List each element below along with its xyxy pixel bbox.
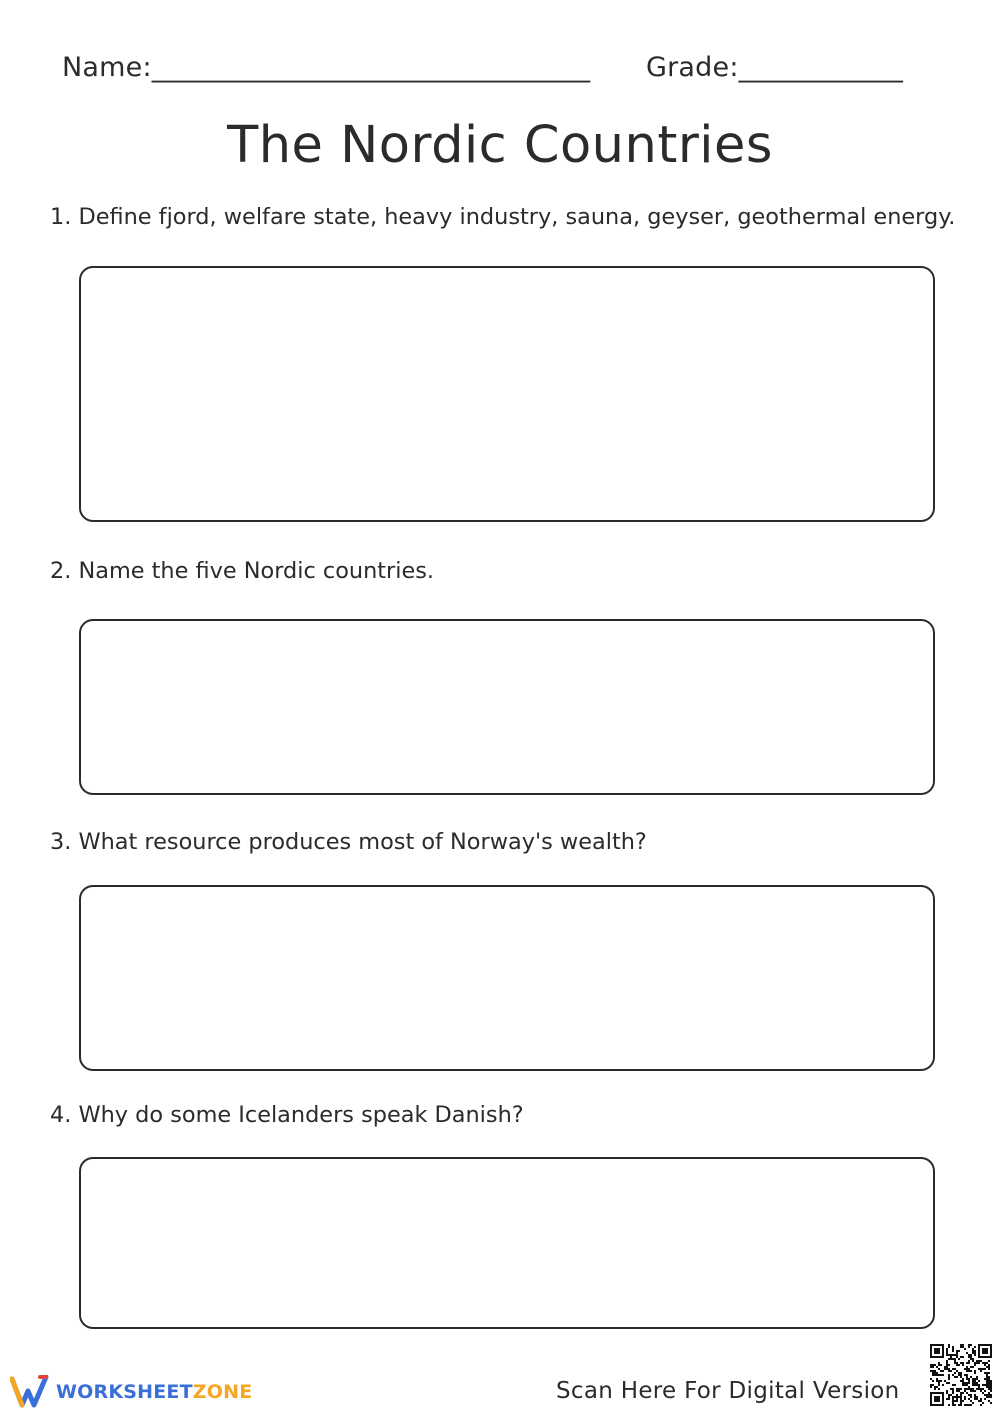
logo-word-zone: ZONE	[192, 1381, 253, 1403]
student-info-line	[62, 52, 942, 83]
logo-word-worksheet: WORKSHEET	[56, 1381, 193, 1403]
answer-box-3[interactable]	[79, 885, 935, 1071]
answer-box-1[interactable]	[79, 266, 935, 522]
answer-box-2[interactable]	[79, 619, 935, 795]
answer-box-4[interactable]	[79, 1157, 935, 1329]
question-3: 3. What resource produces most of Norway's wealth?	[50, 829, 647, 855]
question-4: 4. Why do some Icelanders speak Danish?	[50, 1102, 524, 1128]
qr-code-icon[interactable]	[928, 1342, 994, 1408]
logo-wordmark	[56, 1381, 252, 1403]
worksheetzone-logo[interactable]	[10, 1374, 252, 1410]
worksheet-title: The Nordic Countries	[227, 116, 773, 175]
grade-field-label[interactable]: Grade:____________	[646, 52, 904, 83]
question-2: 2. Name the five Nordic countries.	[50, 558, 435, 584]
name-field-label[interactable]: Name:________________________________	[62, 52, 591, 83]
scan-instruction: Scan Here For Digital Version	[556, 1378, 900, 1404]
worksheetzone-logo-icon	[10, 1375, 50, 1409]
question-1: 1. Define fjord, welfare state, heavy industry, sauna, geyser, geothermal energy.	[50, 204, 956, 230]
